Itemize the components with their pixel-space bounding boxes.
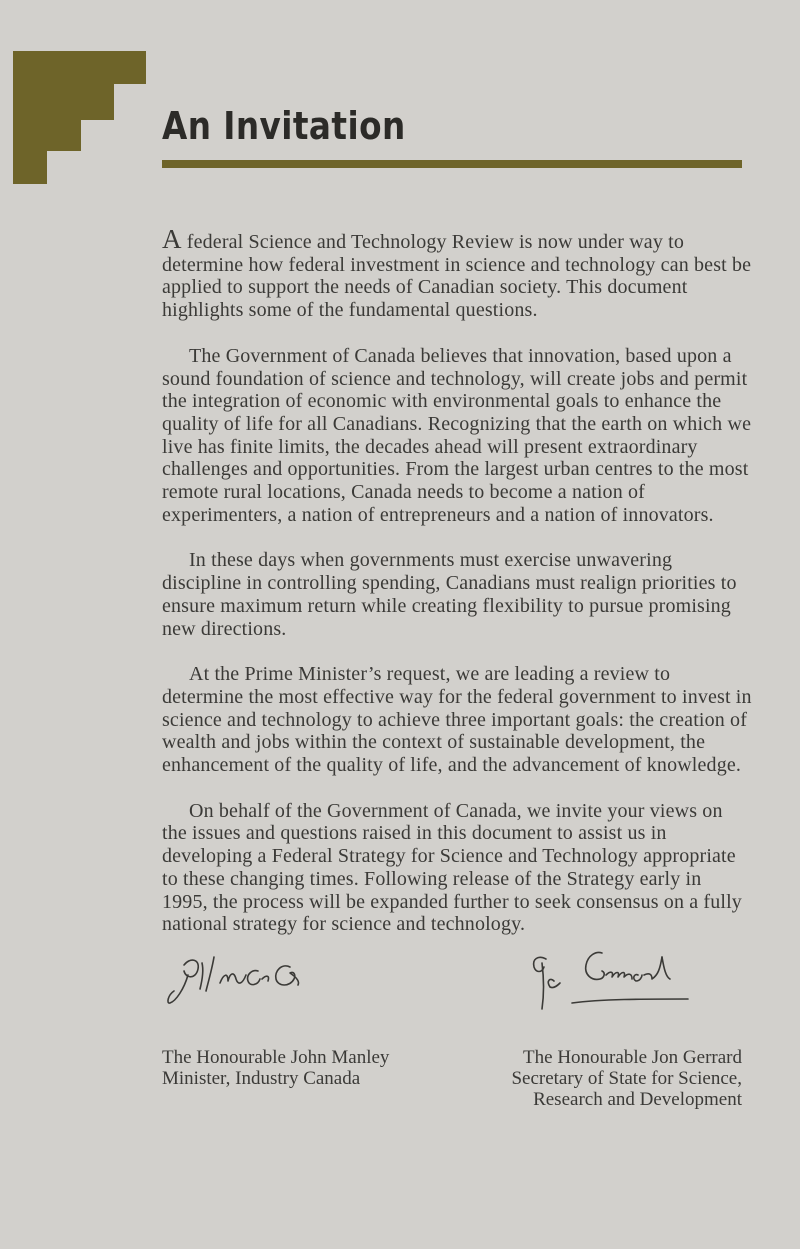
title-rule [162, 160, 742, 168]
olive-logo-mark [0, 0, 160, 200]
paragraph: At the Prime Minister’s request, we are leading a review to determine the most effective way for the federal government to invest in science and technology to achieve three important goals: the creation of wealth and jobs within the context of sustainable development, the enhancement of the quality of life, and the advancement of knowledge. [162, 663, 752, 777]
paragraph: A federal Science and Technology Review is now under way to determine how federal investment in science and technology can best be applied to support the needs of Canadian society. This document highlights some of the fundamental questions. [162, 224, 752, 322]
signatory-name: The Honourable John Manley [162, 1047, 390, 1068]
paragraph: On behalf of the Government of Canada, we invite your views on the issues and questions raised in this document to assist us in developing a Federal Strategy for Science and Technology appropriate to these changing times. Following release of the Strategy early in 1995, the process will be expanded further to seek consensus on a fully national strategy for science and technology. [162, 799, 742, 936]
paragraph: In these days when governments must exercise unwavering discipline in controlling spending, Canadians must realign priorities to ensure maximum return while creating flexibility to pursue promising new directions. [162, 549, 737, 640]
signature-section [162, 945, 742, 1115]
signatory-role: Research and Development [533, 1089, 742, 1110]
handwritten-signature-gerrard [512, 945, 712, 1025]
handwritten-signature-manley [162, 945, 332, 1025]
signatory-manley [162, 945, 442, 1089]
signatory-name: The Honourable Jon Gerrard [523, 1047, 742, 1068]
invitation-body [162, 224, 752, 959]
paragraph: The Government of Canada believes that innovation, based upon a sound foundation of science and technology, will create jobs and permit the integration of economic with environmental goals to enhance the quality of life for all Canadians. Recognizing that the earth on which we live has finite limits, the decades ahead will present extraordinary challenges and opportunities. From the largest urban centres to the most remote rural locations, Canada needs to become a nation of experimenters, a nation of entrepreneurs and a nation of innovators. [162, 344, 752, 526]
signatory-role: Secretary of State for Science, [511, 1068, 742, 1089]
page-title: An Invitation [162, 104, 406, 148]
signatory-gerrard [462, 945, 742, 1110]
signatory-role: Minister, Industry Canada [162, 1068, 361, 1089]
